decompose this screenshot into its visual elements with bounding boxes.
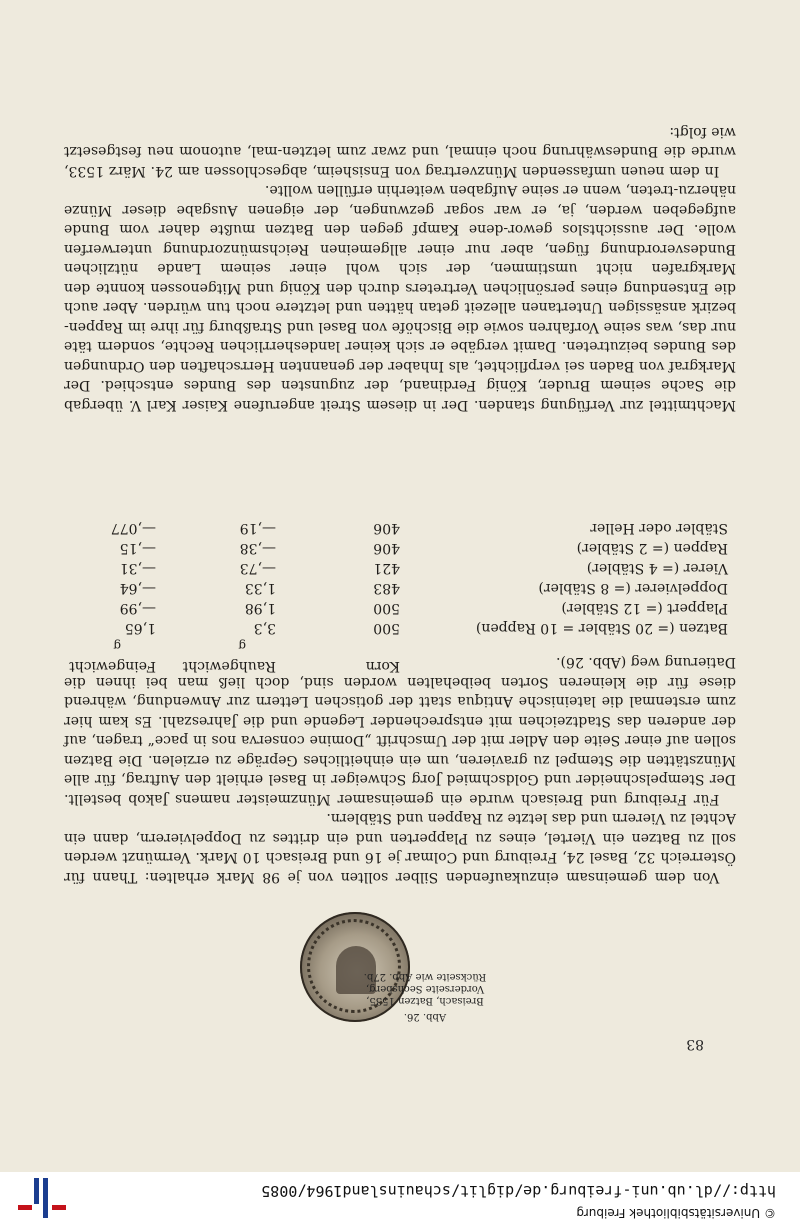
coin-name: Stäbler oder Heller [590, 520, 728, 536]
paragraph-2: In dem neuen umfassenden Münzvertrag von Ensisheim, abgeschlossen am 24. März 1533, wurde die Bundeswährung noch einmal, und zwar zum letzten-mal, autonom neu festgesetzt wie folgt: [64, 124, 736, 179]
rauh-value: 1,33 [244, 580, 276, 596]
rauh-value: —,38 [239, 540, 276, 556]
header-rauhgewicht: Rauhgewicht [182, 658, 276, 674]
fein-value: —,077 [110, 520, 156, 536]
korn-value: 483 [373, 580, 400, 596]
figure-caption [350, 970, 500, 1022]
paragraph-1: Machtmittel zur Verfügung standen. Der in diesem Streit angerufene Kaiser Karl V. übergab die Sache seinem Bruder, König Ferdinand, der zugunsten des Bundes entschied. Der Markgraf von Baden sei verpflichtet, als Inhaber der genannten Herrschaften den Ordnungen des Bundes beizutreten. Damit vergäbe er sich keiner landesherrlichen Rechte, sondern täte nur das, was seine Vorfahren sowie die Bischöfe von Basel und Straßburg für ihre im Rappen-bezirk ansässigen Untertanen allezeit getan hätten und letztere noch tun würden. Aber auch die Entsendung eines persönlichen Vertreters durch den König und Mitgenossen konnte den Markgrafen nicht umstimmen, der sich wohl einer seinem Lande nützlichen Bundesverordnung fügen, aber nur einer allgemeinen Reichsmünzordnung unterwerfen wolle. Der aussichtslos gewor-dene Kampf gegen den Batzen mußte daher vom Bunde aufgegeben werden, ja, er war sogar gezwungen, der eigenen Ausgabe dieser Münze näherzu-treten, wenn er seine Aufgaben weiterhin erfüllen wollte. [64, 182, 736, 413]
rauh-value: —,19 [239, 520, 276, 536]
caption-line: Breisach, Batzen 1535, [366, 995, 484, 1006]
coin-name: Batzen (= 20 Stäbler = 10 Rappen) [475, 620, 728, 636]
document-url[interactable]: http://dl.ub.uni-freiburg.de/diglit/schauinsland1964/0085 [261, 1182, 776, 1200]
korn-value: 406 [373, 520, 400, 536]
copyright-text: © Universitätsbibliothek Freiburg [576, 1206, 776, 1220]
korn-value: 421 [373, 560, 400, 576]
unit-rauhgewicht: g [238, 639, 246, 653]
ub-freiburg-logo-icon [18, 1178, 66, 1218]
page-number: 83 [686, 1036, 704, 1052]
table-row [64, 558, 736, 578]
caption-line: Rückseite wie Abb. 27b. [363, 971, 487, 982]
caption-line: Vorderseite Sechsberg, [365, 983, 485, 994]
unit-feingewicht: g [113, 639, 121, 653]
coin-name: Doppelvierer (= 8 Stäbler) [538, 580, 728, 596]
header-bar [0, 1171, 800, 1224]
figure-label: Abb. 26. [403, 1011, 447, 1022]
header-korn: Korn [365, 658, 400, 674]
table-row [64, 538, 736, 558]
paragraph-4: Für Freiburg und Breisach wurde ein gemeinsamer Münzmeister namens Jakob bestellt. Der Stempelschneider und Goldschmied Jorg Schweiger in Basel erhielt den Auftrag, für alle Münzstätten die Stempel zu gravieren, um ein einheitliches Gepräge zu erzielen. Die Batzen sollen auf einer Seite den Adler mit der Umschrift „Domine conserva nos in pace“ tragen, auf der anderen das Stadtzeichen mit entsprechender Legende und die Jahreszahl. Es kam hier zum erstenmal die lateinische Antiqua statt der gotischen Lettern zur Anwendung, während diese für die kleineren Sorten beibehalten worden sind, doch ließ man bei ihnen die Datierung weg (Abb. 26). [64, 654, 736, 807]
fein-value: 1,65 [124, 620, 156, 636]
rauh-value: —,73 [239, 560, 276, 576]
fein-value: —,99 [119, 600, 156, 616]
fein-value: —,31 [119, 560, 156, 576]
rauh-value: 3,3 [253, 620, 276, 636]
upper-text-block [64, 122, 736, 415]
rauh-value: 1,98 [244, 600, 276, 616]
table-row [64, 598, 736, 618]
table-row [64, 578, 736, 598]
coin-name: Vierer (= 4 Stäbler) [586, 560, 728, 576]
coin-name: Rappen (= 2 Stäbler) [576, 540, 728, 556]
korn-value: 500 [373, 620, 400, 636]
fein-value: —,15 [119, 540, 156, 556]
paragraph-3: Von dem gemeinsam einzukaufenden Silber sollten von je 98 Mark erhalten: Thann für Österreich 32, Basel 24, Freiburg und Colmar je 16 und Breisach 10 Mark. Vermünzt werden soll zu Batzen ein Viertel, eines zu Plapperten und ein drittes zu Doppelvierern, dann ein Achtel zu Vierern und das letzte zu Rappen und Stäblern. [64, 810, 736, 885]
lower-text-block [64, 652, 736, 886]
korn-value: 500 [373, 600, 400, 616]
header-feingewicht: Feingewicht [69, 658, 156, 674]
coin-name: Plappert (= 12 Stäbler) [561, 600, 728, 616]
fein-value: —,64 [119, 580, 156, 596]
table-row [64, 618, 736, 638]
korn-value: 406 [373, 540, 400, 556]
table-row [64, 518, 736, 538]
